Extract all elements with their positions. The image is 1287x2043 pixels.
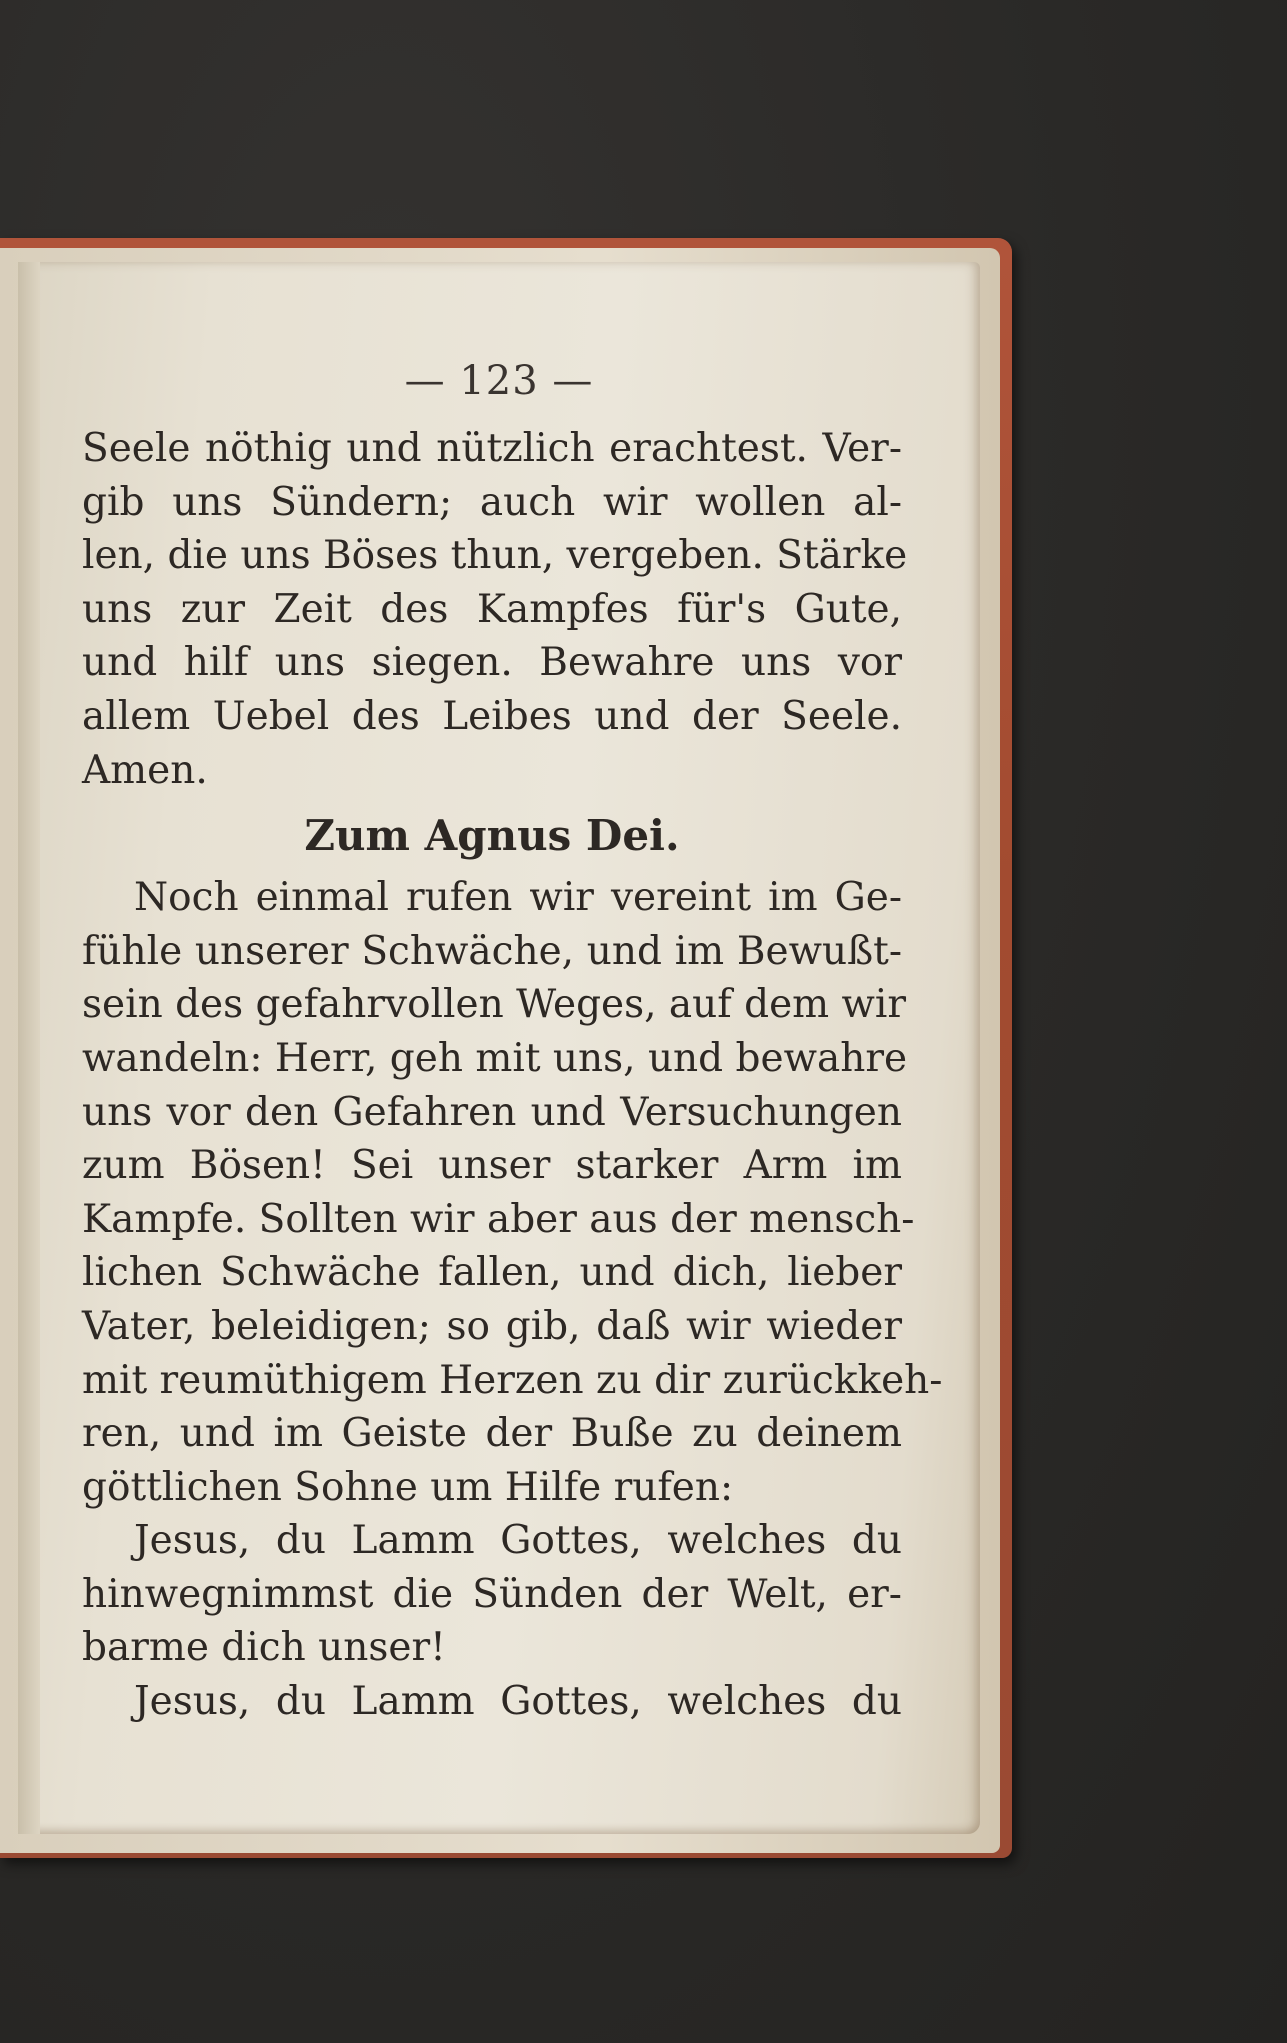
- text-line: ren, und im Geiste der Buße zu deinem: [82, 1411, 902, 1457]
- text-line: sein des gefahrvollen Weges, auf dem wir: [82, 982, 907, 1028]
- text-line: göttlichen Sohne um Hilfe rufen:: [82, 1464, 734, 1510]
- text-line: Noch einmal rufen wir vereint im Ge-: [134, 875, 902, 921]
- text-line: fühle unserer Schwäche, und im Bewußt-: [82, 928, 902, 974]
- section-heading: Zum Agnus Dei.: [304, 811, 680, 861]
- text-line: barme dich unser!: [82, 1625, 446, 1671]
- text-line: und hilf uns siegen. Bewahre uns vor: [82, 640, 902, 686]
- page-text: [82, 422, 943, 1729]
- text-line: zum Bösen! Sei unser starker Arm im: [82, 1143, 902, 1189]
- page-number: — 123 —: [404, 358, 594, 404]
- text-line: allem Uebel des Leibes und der Seele.: [82, 693, 902, 739]
- text-line: Jesus, du Lamm Gottes, welches du: [134, 1679, 902, 1725]
- page-gutter: [18, 262, 40, 1834]
- text-line: uns vor den Gefahren und Versuchungen: [82, 1089, 902, 1135]
- text-line: wandeln: Herr, geh mit uns, und bewahre: [82, 1035, 908, 1081]
- text-line: Seele nöthig und nützlich erachtest. Ver-: [82, 426, 902, 471]
- text-line: mit reumüthigem Herzen zu dir zurückkeh-: [82, 1357, 943, 1403]
- text-line: len, die uns Böses thun, vergeben. Stärke: [82, 533, 908, 579]
- text-line: gib uns Sündern; auch wir wollen al-: [82, 479, 902, 525]
- text-line: Amen.: [82, 747, 208, 793]
- book-page: [18, 262, 980, 1834]
- text-line: Kampfe. Sollten wir aber aus der mensch-: [82, 1196, 915, 1242]
- text-line: Jesus, du Lamm Gottes, welches du: [134, 1518, 902, 1564]
- text-line: hinwegnimmst die Sünden der Welt, er-: [82, 1571, 902, 1617]
- text-line: lichen Schwäche fallen, und dich, lieber: [82, 1250, 902, 1296]
- text-line: Vater, beleidigen; so gib, daß wir wieder: [82, 1303, 902, 1349]
- text-line: uns zur Zeit des Kampfes für's Gute,: [82, 586, 902, 632]
